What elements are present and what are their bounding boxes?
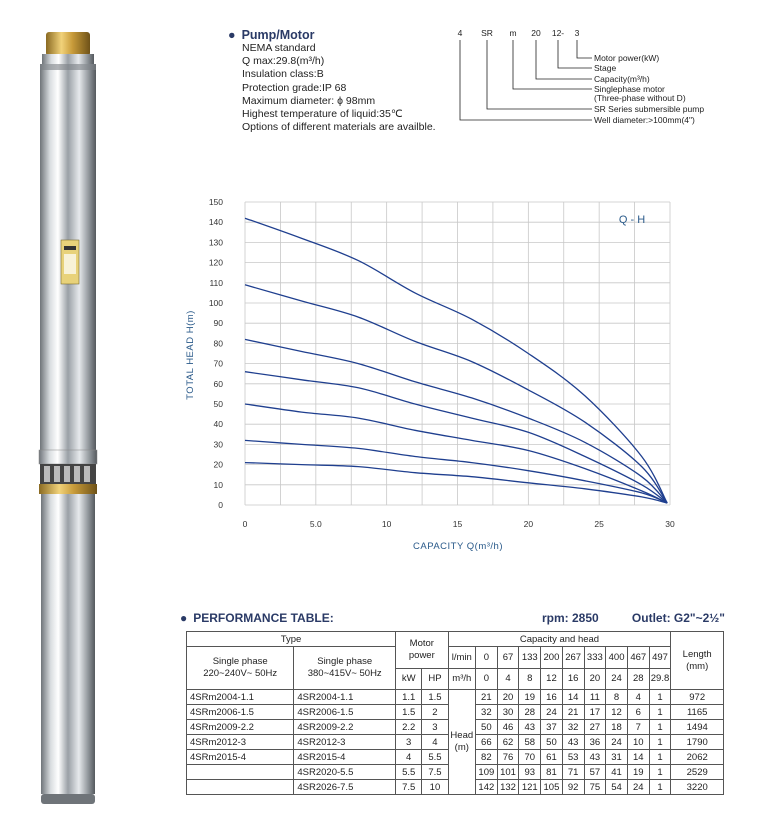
head-value: 6 (627, 705, 649, 720)
hp-value: 1.5 (422, 690, 448, 705)
single-phase-model (187, 765, 294, 780)
head-value: 105 (541, 780, 563, 795)
head-value: 82 (475, 750, 497, 765)
length-value: 2062 (671, 750, 724, 765)
length-value: 1790 (671, 735, 724, 750)
head-value: 41 (606, 765, 628, 780)
head-value: 1 (649, 780, 671, 795)
y-tick-label: 10 (213, 479, 223, 490)
head-value: 1 (649, 690, 671, 705)
length-value: 972 (671, 690, 724, 705)
code-meaning: Motor power(kW) (594, 53, 660, 63)
head-value: 43 (519, 720, 541, 735)
y-tick-label: 50 (213, 399, 223, 409)
head-value: 4 (627, 690, 649, 705)
code-meaning: SR Series submersible pump (594, 104, 705, 114)
outlet-label: Outlet: G2"~2½" (631, 611, 725, 625)
head-value: 54 (606, 780, 628, 795)
head-value: 10 (627, 735, 649, 750)
head-value: 19 (627, 765, 649, 780)
m3h-value: 29.8 (649, 668, 671, 690)
head-value: 70 (519, 750, 541, 765)
head-value: 32 (562, 720, 584, 735)
three-phase-model: 4SR2006-1.5 (294, 705, 396, 720)
three-phase-header: Single phase 380~415V~ 50Hz (294, 647, 396, 690)
y-tick-label: 130 (208, 237, 223, 248)
single-phase-model: 4SRm2004-1.1 (187, 690, 294, 705)
head-value: 24 (627, 780, 649, 795)
kw-value: 5.5 (396, 765, 422, 780)
x-tick-label: 10 (381, 519, 392, 529)
chart-title: Q - H (618, 214, 646, 226)
y-tick-label: 0 (218, 500, 223, 510)
head-value: 81 (541, 765, 563, 780)
head-value: 14 (627, 750, 649, 765)
head-value: 142 (475, 780, 497, 795)
head-value: 18 (606, 720, 628, 735)
kw-value: 4 (396, 750, 422, 765)
spec-line: Insulation class:B (242, 68, 324, 81)
table-row (187, 690, 724, 705)
motor-power-header: Motor power (396, 632, 449, 669)
lmin-value: 133 (519, 647, 541, 669)
kw-value: 1.1 (396, 690, 422, 705)
x-tick-label: 30 (665, 519, 675, 529)
bullet-icon: ● (180, 611, 188, 625)
single-phase-model: 4SRm2009-2.2 (187, 720, 294, 735)
code-part: SR (481, 28, 493, 38)
y-tick-label: 110 (209, 277, 223, 288)
spec-line: Options of different materials are availble. (242, 121, 436, 134)
three-phase-model: 4SR2004-1.1 (294, 690, 396, 705)
m3h-value: 0 (475, 668, 497, 690)
performance-header (180, 611, 725, 627)
single-phase-model: 4SRm2006-1.5 (187, 705, 294, 720)
head-value: 46 (497, 720, 519, 735)
length-value: 1165 (671, 705, 724, 720)
y-axis-label: TOTAL HEAD H(m) (185, 310, 196, 400)
code-part: 4 (457, 28, 463, 38)
y-tick-label: 90 (213, 318, 223, 329)
lmin-value: 267 (562, 647, 584, 669)
y-tick-label: 20 (213, 459, 223, 470)
head-value: 8 (606, 690, 628, 705)
head-value: 101 (497, 765, 519, 780)
qh-curve (245, 463, 667, 503)
length-value: 1494 (671, 720, 724, 735)
qh-curve (245, 440, 667, 503)
length-value: 2529 (671, 765, 724, 780)
head-value: 43 (562, 735, 584, 750)
three-phase-model: 4SR2009-2.2 (294, 720, 396, 735)
single-phase-model: 4SRm2015-4 (187, 750, 294, 765)
performance-body (187, 690, 724, 795)
m3h-value: 24 (606, 668, 628, 690)
qh-chart (180, 190, 690, 560)
m3h-value: 8 (519, 668, 541, 690)
spec-line: Q max:29.8(m³/h) (242, 55, 325, 68)
m3h-value: 12 (541, 668, 563, 690)
head-value: 76 (497, 750, 519, 765)
model-code-diagram (450, 26, 750, 136)
head-value: 75 (584, 780, 606, 795)
hp-value: 7.5 (422, 765, 448, 780)
x-tick-label: 0 (242, 519, 248, 529)
lmin-value: 67 (497, 647, 519, 669)
head-label: Head (m) (448, 690, 475, 795)
y-tick-label: 150 (208, 197, 223, 207)
spec-title-text: Pump/Motor (241, 28, 315, 42)
y-tick-label: 70 (213, 358, 223, 369)
hp-value: 10 (422, 780, 448, 795)
head-value: 27 (584, 720, 606, 735)
code-meaning: Singlephase motor (594, 84, 665, 94)
lmin-value: 467 (627, 647, 649, 669)
performance-title (180, 611, 334, 625)
x-axis-label: CAPACITY Q(m³/h) (413, 541, 503, 552)
code-part: 12- (551, 28, 565, 38)
head-value: 21 (562, 705, 584, 720)
head-value: 31 (606, 750, 628, 765)
head-value: 24 (541, 705, 563, 720)
type-header: Type (187, 632, 396, 647)
head-value: 16 (541, 690, 563, 705)
head-value: 58 (519, 735, 541, 750)
x-tick-labels (243, 519, 675, 529)
m3h-value: 4 (497, 668, 519, 690)
head-value: 71 (562, 765, 584, 780)
head-value: 50 (475, 720, 497, 735)
spec-title (228, 28, 458, 42)
hp-value: 3 (422, 720, 448, 735)
single-phase-header: Single phase 220~240V~ 50Hz (187, 647, 294, 690)
head-value: 121 (519, 780, 541, 795)
spec-line: Protection grade:IP 68 (242, 81, 347, 94)
head-value: 7 (627, 720, 649, 735)
head-value: 32 (475, 705, 497, 720)
hp-value: 2 (422, 705, 448, 720)
x-tick-label: 5.0 (309, 519, 322, 529)
head-value: 37 (541, 720, 563, 735)
head-value: 36 (584, 735, 606, 750)
three-phase-model: 4SR2020-5.5 (294, 765, 396, 780)
m3h-label: m³/h (448, 668, 475, 690)
head-value: 19 (519, 690, 541, 705)
head-value: 66 (475, 735, 497, 750)
lmin-label: l/min (448, 647, 475, 669)
performance-table (186, 631, 724, 795)
length-header: Length (mm) (671, 632, 724, 690)
head-value: 1 (649, 705, 671, 720)
code-meaning: Well diameter:>100mm(4") (594, 115, 695, 125)
code-meaning: Capacity(m³/h) (594, 74, 650, 84)
hp-header: HP (422, 668, 448, 690)
single-phase-model: 4SRm2012-3 (187, 735, 294, 750)
head-value: 43 (584, 750, 606, 765)
m3h-value: 16 (562, 668, 584, 690)
lmin-value: 333 (584, 647, 606, 669)
code-part: 20 (531, 28, 541, 38)
head-value: 30 (497, 705, 519, 720)
single-phase-model (187, 780, 294, 795)
bullet-icon: ● (228, 28, 236, 42)
pump-image (28, 28, 108, 808)
m3h-value: 20 (584, 668, 606, 690)
qh-curve (245, 404, 667, 503)
head-value: 24 (606, 735, 628, 750)
y-tick-labels (209, 197, 223, 510)
y-tick-label: 60 (213, 378, 223, 389)
code-meaning: (Three-phase without D) (594, 93, 686, 103)
spec-line: Maximum diameter: ϕ 98mm (242, 94, 376, 107)
three-phase-model: 4SR2015-4 (294, 750, 396, 765)
lmin-value: 497 (649, 647, 671, 669)
head-value: 50 (541, 735, 563, 750)
three-phase-model: 4SR2026-7.5 (294, 780, 396, 795)
head-value: 1 (649, 750, 671, 765)
hp-value: 5.5 (422, 750, 448, 765)
kw-value: 2.2 (396, 720, 422, 735)
kw-value: 1.5 (396, 705, 422, 720)
head-value: 92 (562, 780, 584, 795)
head-value: 12 (606, 705, 628, 720)
x-tick-label: 15 (452, 519, 463, 529)
y-tick-label: 120 (208, 257, 223, 268)
head-value: 57 (584, 765, 606, 780)
head-value: 132 (497, 780, 519, 795)
y-tick-label: 140 (208, 217, 223, 228)
spec-line: NEMA standard (242, 42, 316, 54)
chart-curves (245, 218, 667, 503)
hp-value: 4 (422, 735, 448, 750)
spec-line: Highest temperature of liquid:35℃ (242, 108, 403, 121)
head-value: 53 (562, 750, 584, 765)
y-tick-label: 80 (213, 338, 223, 349)
performance-title-text: PERFORMANCE TABLE: (193, 611, 334, 625)
code-part: 3 (574, 28, 580, 38)
x-tick-label: 25 (594, 519, 604, 529)
kw-value: 7.5 (396, 780, 422, 795)
three-phase-model: 4SR2012-3 (294, 735, 396, 750)
head-value: 21 (475, 690, 497, 705)
y-tick-label: 40 (213, 419, 223, 430)
rpm-label: rpm: 2850 (542, 611, 599, 625)
head-value: 20 (497, 690, 519, 705)
head-value: 109 (475, 765, 497, 780)
y-tick-label: 30 (213, 439, 223, 450)
head-value: 1 (649, 765, 671, 780)
pump-motor-spec (228, 28, 458, 134)
length-value: 3220 (671, 780, 724, 795)
lmin-value: 400 (606, 647, 628, 669)
m3h-value: 28 (627, 668, 649, 690)
code-meaning: Stage (594, 63, 617, 73)
lmin-value: 0 (475, 647, 497, 669)
head-value: 11 (584, 690, 606, 705)
head-value: 93 (519, 765, 541, 780)
head-value: 1 (649, 720, 671, 735)
head-value: 62 (497, 735, 519, 750)
head-value: 1 (649, 735, 671, 750)
code-part: m (509, 28, 517, 38)
kw-value: 3 (396, 735, 422, 750)
y-tick-label: 100 (208, 298, 223, 308)
lmin-value: 200 (541, 647, 563, 669)
head-value: 17 (584, 705, 606, 720)
head-value: 28 (519, 705, 541, 720)
kw-header: kW (396, 668, 422, 690)
head-value: 14 (562, 690, 584, 705)
head-value: 61 (541, 750, 563, 765)
x-tick-label: 20 (523, 519, 534, 529)
capacity-head-header: Capacity and head (448, 632, 671, 647)
